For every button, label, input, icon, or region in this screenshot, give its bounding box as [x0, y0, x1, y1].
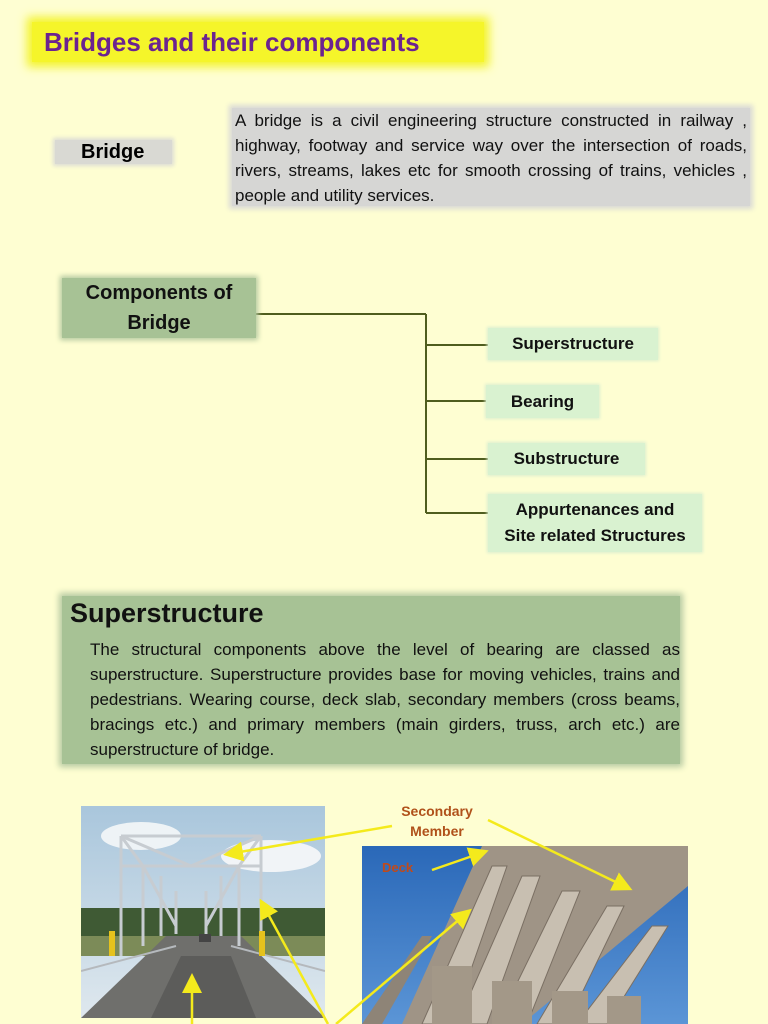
annotation-line2: Member	[410, 823, 464, 839]
arrow-to-truss-chord	[262, 903, 328, 1024]
component-substructure: Substructure	[488, 443, 645, 475]
deck-label: Deck	[382, 860, 414, 875]
arrow-to-secondary-member	[488, 820, 628, 888]
superstructure-body: The structural components above the level of bearing are classed as superstructure. Superstructure provides base for moving vehicles, trains and pedestrians. Wearing course, deck slab, secondary members (cross beams, bracings etc.) and primary members (main girders, truss, arch etc.) are superstructure of bridge.	[90, 640, 680, 759]
bridge-definition: A bridge is a civil engineering structure constructed in railway , highway, footway and service way over the intersection of roads, rivers, streams, lakes etc for smooth crossing of trains, vehicles , people and utility services.	[232, 108, 750, 206]
components-root-line2: Bridge	[127, 312, 191, 334]
arrow-to-truss	[228, 826, 392, 854]
arrow-to-girder	[336, 912, 468, 1024]
annotation-line1: Secondary	[401, 803, 473, 819]
components-root-line1: Components of	[85, 282, 233, 304]
superstructure-heading: Superstructure	[70, 598, 264, 628]
component-superstructure: Superstructure	[488, 328, 658, 360]
bridge-label: Bridge	[55, 140, 172, 164]
component-appurtenances-line2: Site related Structures	[504, 526, 686, 545]
component-appurtenances-line1: Appurtenances and	[515, 500, 675, 519]
component-bearing: Bearing	[486, 385, 599, 418]
arrow-to-deck	[432, 852, 484, 870]
page-title-text: Bridges and their components	[44, 27, 420, 57]
